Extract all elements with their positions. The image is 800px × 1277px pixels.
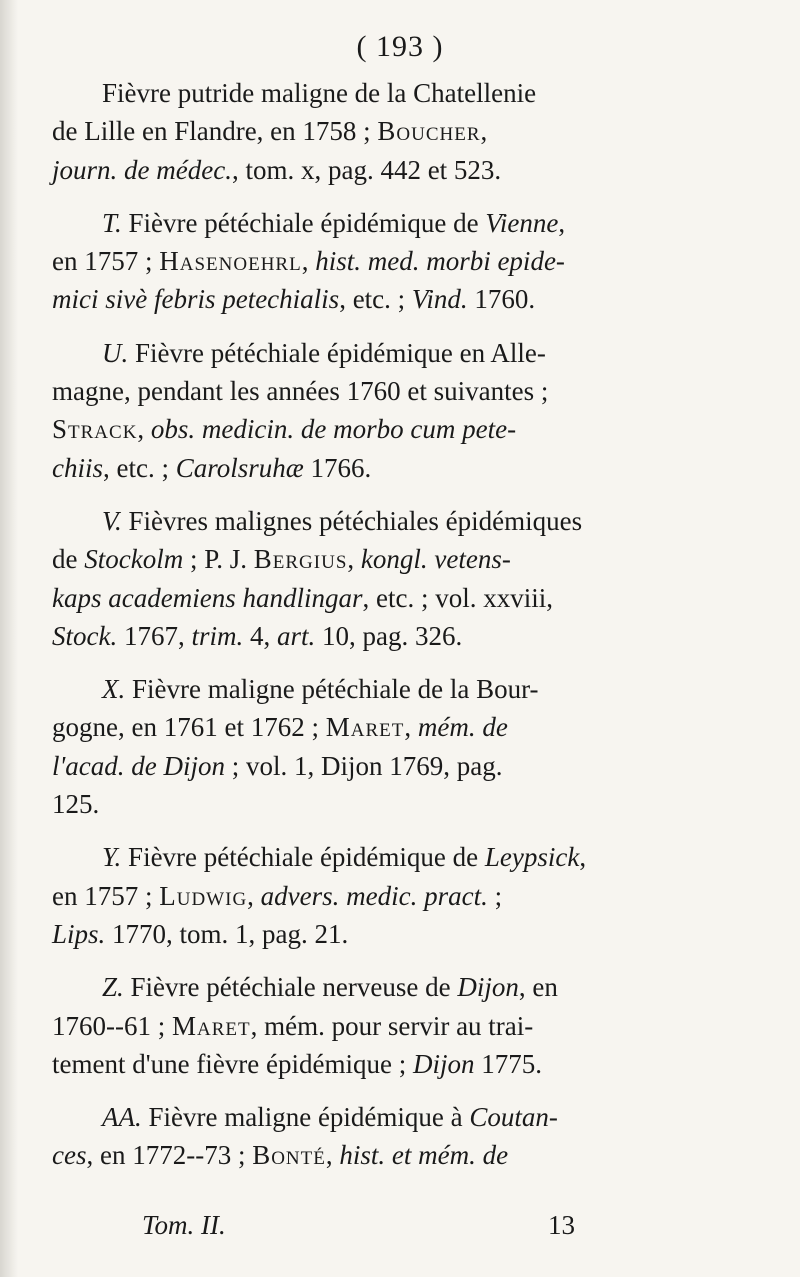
text-run: Lips. [52,918,106,949]
bibliography-entry [52,1098,684,1175]
text-line [52,785,684,823]
bibliography-entry [52,204,684,319]
text-run: hist. med. morbi epide- [315,246,565,277]
bibliography-entry [52,502,684,655]
text-run: , tom. x, pag. 442 et 523. [231,154,502,185]
text-run: Maret [171,1010,251,1041]
text-run: Hasenoehrl [159,246,302,277]
text-run: chiis [52,452,103,483]
text-line [52,877,684,915]
text-run: , [404,712,418,743]
text-run: Dijon [412,1048,475,1079]
text-run: Z. [102,972,124,1003]
text-run: 1766. [303,452,372,483]
text-line [52,708,684,746]
text-run: 4, [243,620,277,651]
text-run: Stockolm [84,544,184,575]
text-line [52,242,684,280]
text-line [52,334,684,372]
text-run: advers. medic. pract. [260,880,488,911]
text-line [52,151,684,189]
text-run: , [247,880,261,911]
text-run: , en [518,972,558,1003]
text-run: 1775. [474,1048,542,1079]
text-run: AA. [102,1102,142,1133]
text-run: , [480,116,488,147]
text-run: Fièvre pétéchiale épidémique de [121,842,485,873]
text-run: Stock. [52,620,118,651]
text-run: U. [102,337,129,368]
bibliography-entry [52,74,684,189]
text-line [52,579,684,617]
text-line [52,617,684,655]
text-run: Strack [52,414,138,445]
text-line [52,410,684,448]
text-run: , [579,842,587,873]
text-run: en 1757 ; [52,880,160,911]
text-run: ; vol. 1, Dijon 1769, pag. [225,750,503,781]
text-run: Fièvre maligne pétéchiale de la Bour- [125,674,539,705]
text-run: , etc. ; vol. xxviii, [362,582,553,613]
text-line [52,915,684,953]
text-run: , [301,246,316,277]
text-run: mém. de [417,712,508,743]
text-run: Vienne [485,207,559,238]
text-run: ; P. J. [183,544,254,575]
text-line [52,502,684,540]
signature-mark: Tom. II. [142,1210,226,1240]
text-run: Y. [102,842,122,873]
text-run: kaps academiens handlingar [52,582,363,613]
text-run: Bergius [253,544,348,575]
text-line [52,968,684,1006]
text-run: Fièvre pétéchiale épidémique de [121,207,486,238]
text-line [52,838,684,876]
text-line [52,1098,684,1136]
text-run: ; [487,880,503,911]
text-run: Vind. [411,284,468,315]
text-run: Coutan- [469,1102,558,1133]
text-run: Boucher [377,116,481,147]
text-run: mici sivè febris petechialis [52,284,340,315]
text-run: de Lille en Flandre, en 1758 ; [52,116,378,147]
text-run: V. [102,505,122,536]
text-line [52,204,684,242]
text-run: hist. et mém. de [339,1140,509,1171]
text-run: 125. [52,789,100,820]
text-line [52,747,684,785]
text-run: Bonté [252,1140,326,1171]
text-run: , etc. ; [103,452,176,483]
bibliography-entry [52,838,684,953]
text-run: T. [102,207,122,238]
text-line [52,1045,684,1083]
text-run: 1760--61 ; [52,1010,172,1041]
text-run: gogne, en 1761 et 1762 ; [52,712,326,743]
text-run: tement d'une fièvre épidémique ; [52,1048,413,1079]
text-run: Ludwig [159,880,248,911]
text-line [52,74,684,112]
text-line [52,112,684,150]
text-run: , [137,414,151,445]
text-run: , etc. ; [339,284,412,315]
text-run: X. [102,674,126,705]
text-run: 1760. [467,284,536,315]
page-footer [0,1210,800,1250]
bibliography-entry [52,670,684,823]
text-line [52,372,684,410]
text-run: obs. medicin. de morbo cum pete- [150,414,517,445]
text-run: en 1757 ; [52,246,160,277]
text-run: Maret [325,712,405,743]
text-run: , [325,1140,340,1171]
text-run: Dijon [457,972,519,1003]
text-run: Fièvre pétéchiale nerveuse de [123,972,458,1003]
bibliography-entry [52,334,684,487]
text-run: trim. [191,620,244,651]
text-run: kongl. vetens- [360,544,511,575]
text-run: Fièvre pétéchiale épidémique en Alle- [128,337,546,368]
text-run: Carolsruhæ [175,452,304,483]
text-run: l'acad. de Dijon [52,750,225,781]
text-run: Fièvres malignes pétéchiales épidémiques [121,505,583,536]
text-run: art. [277,620,316,651]
text-run: Leypsick [484,842,580,873]
text-run: de [52,544,85,575]
text-run: 1767, [117,620,192,651]
text-run: journ. de médec. [52,154,232,185]
sheet-number: 13 [548,1210,575,1240]
text-line [52,540,684,578]
text-run: 1770, tom. 1, pag. 21. [105,918,349,949]
text-run: , en 1772--73 ; [86,1140,253,1171]
bibliography-entry [52,968,684,1083]
text-line [52,1136,684,1174]
text-run: Fièvre putride maligne de la Chatellenie [102,78,537,108]
text-run: ces [52,1140,87,1171]
text-line [52,670,684,708]
text-line [52,1007,684,1045]
text-line [52,280,684,318]
text-run: , [347,544,361,575]
page-number: ( 193 ) [356,30,444,63]
text-run: 10, pag. 326. [315,620,463,651]
text-run: , mém. pour servir au trai- [250,1010,534,1041]
text-run: Fièvre maligne épidémique à [141,1102,470,1133]
text-run: , [558,207,566,238]
bibliography-text [52,74,684,1190]
text-line [52,449,684,487]
text-run: magne, pendant les années 1760 et suivantes ; [52,376,549,407]
page-gutter [0,0,18,1277]
